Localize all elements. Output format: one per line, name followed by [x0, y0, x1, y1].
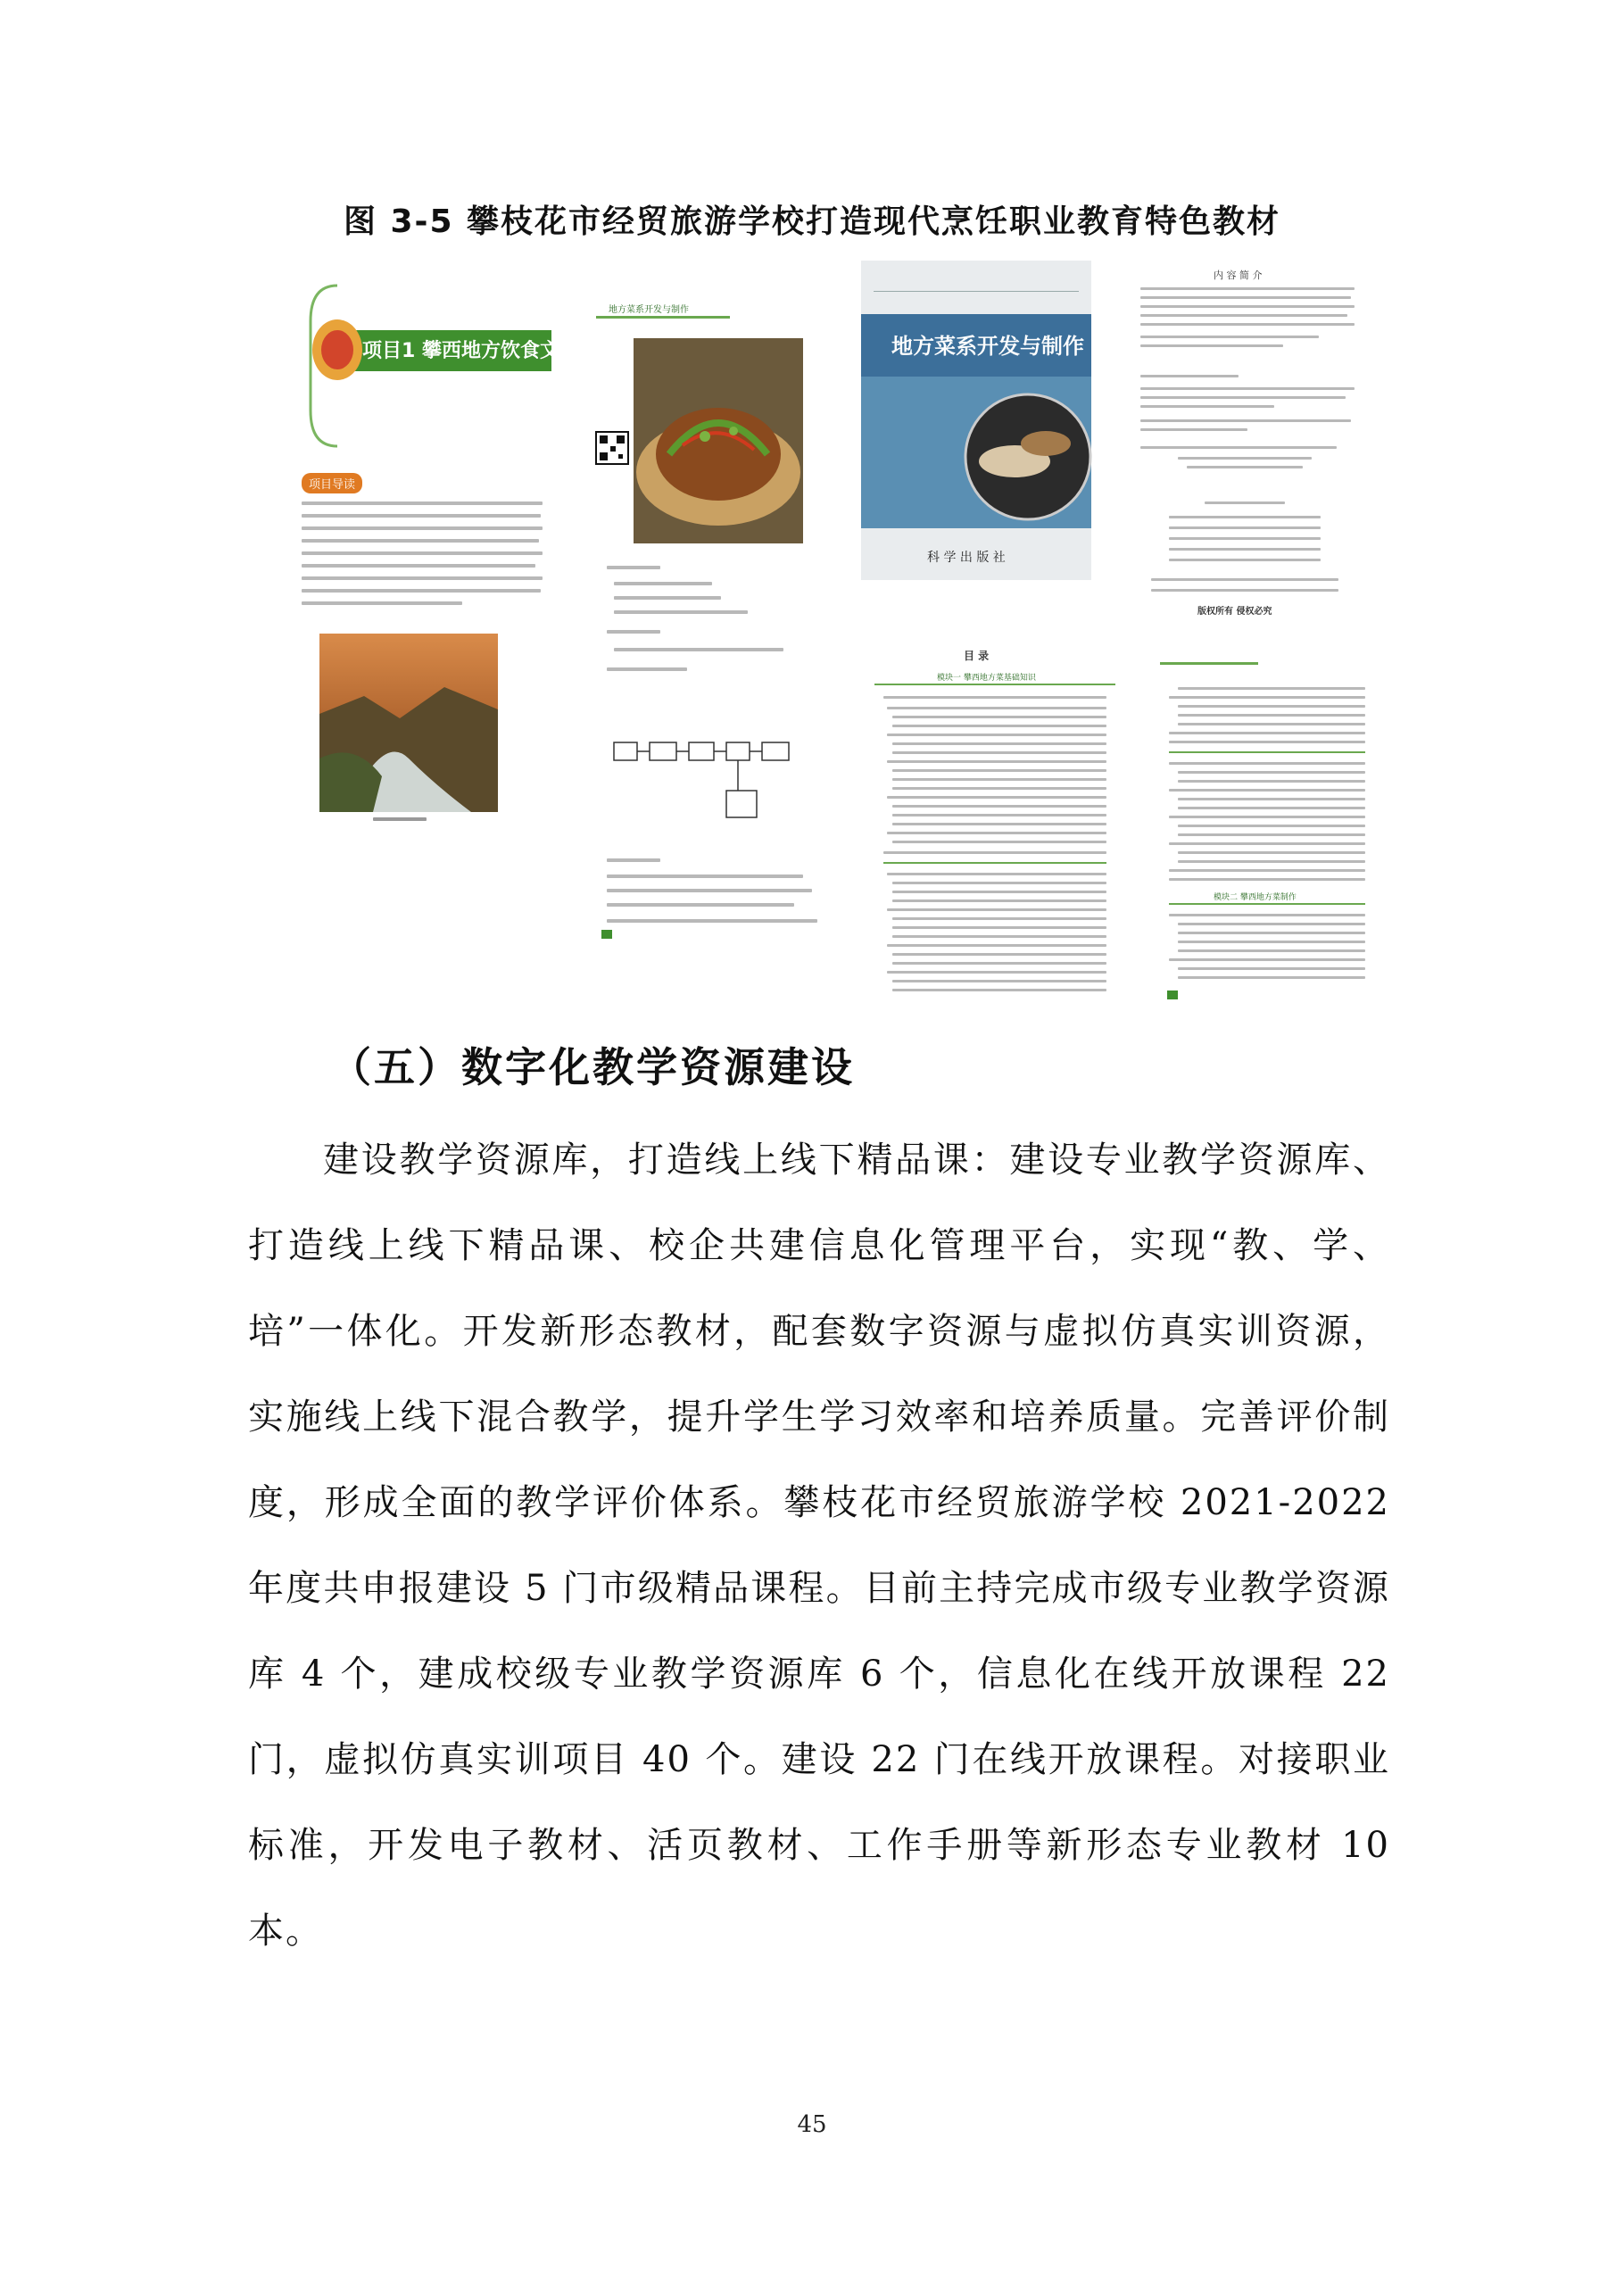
body-paragraph: 建设教学资源库，打造线上线下精品课：建设专业教学资源库、打造线上线下精品课、校企共建信息化管理平台，实现“教、学、培”一体化。开发新形态教材，配套数字资源与虚拟仿真实训资源，实施线上线下混合教学，提升学生学习效率和培养质量。完善评价制度，形成全面的教学评价体系。攀枝花市经贸旅游学校 2021-2022 年度共申报建设 5 门市级精品课程。目前主持完成市级专业教学资源库 4 个，建成校级专业教学资源库 6 个，信息化在线开放课程 22 门，虚拟仿真实训项目 40 个。建设 22 门在线开放课程。对接职业标准，开发电子教材、活页教材、工作手册等新形态专业教材 10 本。 — [248, 1140, 1390, 1952]
intro-title: 内 容 简 介 — [1214, 269, 1263, 281]
section-heading: （五）数字化教学资源建设 — [330, 1043, 855, 1091]
textbook-toc-continued-page — [1160, 657, 1374, 1007]
page-number: 45 — [797, 2111, 827, 2138]
page-marker-right — [1167, 991, 1178, 999]
publisher-name: 科 学 出 版 社 — [927, 551, 1006, 565]
project-badge: 项目导读 — [302, 473, 362, 493]
cover-photo-circle — [961, 390, 1095, 524]
recipe-page-header: 地方菜系开发与制作 — [609, 305, 689, 315]
toc-module-one: 模块一 攀西地方菜基础知识 — [937, 674, 1036, 683]
toc-title: 目 录 — [964, 650, 990, 662]
dish-photo — [634, 338, 803, 543]
textbook-copyright-page — [1133, 268, 1365, 634]
cover-top-text — [874, 271, 1079, 292]
page-marker — [601, 930, 612, 939]
textbook-cover — [861, 261, 1091, 580]
figure-caption: 图 3-5 攀枝花市经贸旅游学校打造现代烹饪职业教育特色教材 — [343, 203, 1281, 240]
textbook-page-project-intro — [284, 268, 579, 839]
process-flowchart — [596, 726, 819, 842]
toc-module-two: 模块二 攀西地方菜制作 — [1214, 893, 1297, 902]
cover-title: 地方菜系开发与制作 — [891, 334, 1084, 359]
qr-code — [596, 432, 628, 480]
copyright-footer: 版权所有 侵权必究 — [1197, 607, 1272, 617]
mountain-photo — [319, 634, 498, 812]
textbook-toc-page — [874, 644, 1115, 1008]
textbook-page-dish-recipe — [596, 298, 828, 958]
project-title: 项目1 攀西地方饮食文化 — [362, 340, 579, 362]
